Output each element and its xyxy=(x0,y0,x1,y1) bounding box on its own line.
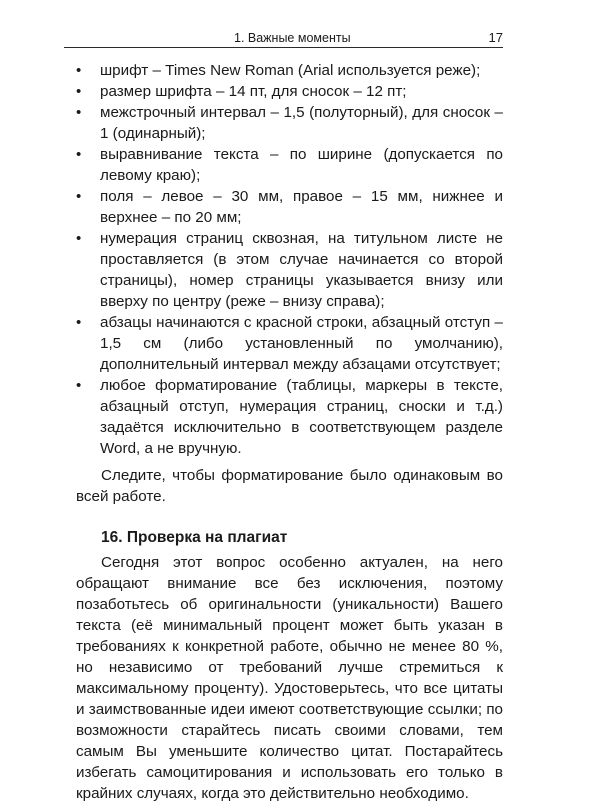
bullet-icon: • xyxy=(76,230,82,247)
list-item-text: любое форматирование (таблицы, маркеры в тексте, абзацный отступ, нумерация страниц, сноски и т.д.) задаётся исключительно в соответствующем разделе Word, а не вручную. xyxy=(100,377,503,457)
list-item-text: размер шрифта – 14 пт, для сносок – 12 пт; xyxy=(100,83,407,100)
header-divider xyxy=(64,47,503,48)
list-item xyxy=(76,60,503,81)
bullet-icon: • xyxy=(76,188,82,205)
page-content xyxy=(76,60,503,804)
section-heading: 16. Проверка на плагиат xyxy=(101,529,288,546)
list-item-text: нумерация страниц сквозная, на титульном листе не проставляется (в этом случае начинается со второй страницы), номер страницы указывается внизу или вверху по центру (реже – внизу справа); xyxy=(100,230,503,310)
list-item-text: шрифт – Times New Roman (Arial используется реже); xyxy=(100,62,481,79)
list-item-text: межстрочный интервал – 1,5 (полуторный), для сносок – 1 (одинарный); xyxy=(100,104,503,142)
bullet-icon: • xyxy=(76,314,82,331)
list-item-text: поля – левое – 30 мм, правое – 15 мм, нижнее и верхнее – по 20 мм; xyxy=(100,188,503,226)
list-item xyxy=(76,375,503,459)
bullet-icon: • xyxy=(76,104,82,121)
list-item xyxy=(76,312,503,375)
formatting-requirements-list xyxy=(76,60,503,459)
plagiarism-paragraph: Сегодня этот вопрос особенно актуален, на него обращают внимание все без исключения, поэтому позаботьтесь об оригинальности (уникальности) Вашего текста (её минимальный процент может быть указан в требованиях к конкретной работе, обычно не менее 80 %, но независимо от требований лучше стремиться к максимальному проценту). Удостоверьтесь, что все цитаты и заимствованные идеи имеют соответствующие ссылки; по возможности старайтесь писать своими словами, тем самым Вы уменьшите количество цитат. Постарайтесь избегать самоцитирования и использовать его только в крайних случаях, когда это действительно необходимо. xyxy=(76,554,503,802)
list-item-text: абзацы начинаются с красной строки, абзацный отступ – 1,5 см (либо установленный по умолчанию), дополнительный интервал между абзацами отсутствует; xyxy=(100,314,503,373)
bullet-icon: • xyxy=(76,62,82,79)
list-item xyxy=(76,144,503,186)
list-item-text: выравнивание текста – по ширине (допускается по левому краю); xyxy=(100,146,503,184)
page-number: 17 xyxy=(488,30,503,45)
closing-paragraph: Следите, чтобы форматирование было одинаковым во всей работе. xyxy=(76,467,503,505)
list-item xyxy=(76,102,503,144)
bullet-icon: • xyxy=(76,146,82,163)
bullet-icon: • xyxy=(76,83,82,100)
list-item xyxy=(76,228,503,312)
bullet-icon: • xyxy=(76,377,82,394)
list-item xyxy=(76,81,503,102)
header-section-title: 1. Важные моменты xyxy=(234,31,351,45)
list-item xyxy=(76,186,503,228)
